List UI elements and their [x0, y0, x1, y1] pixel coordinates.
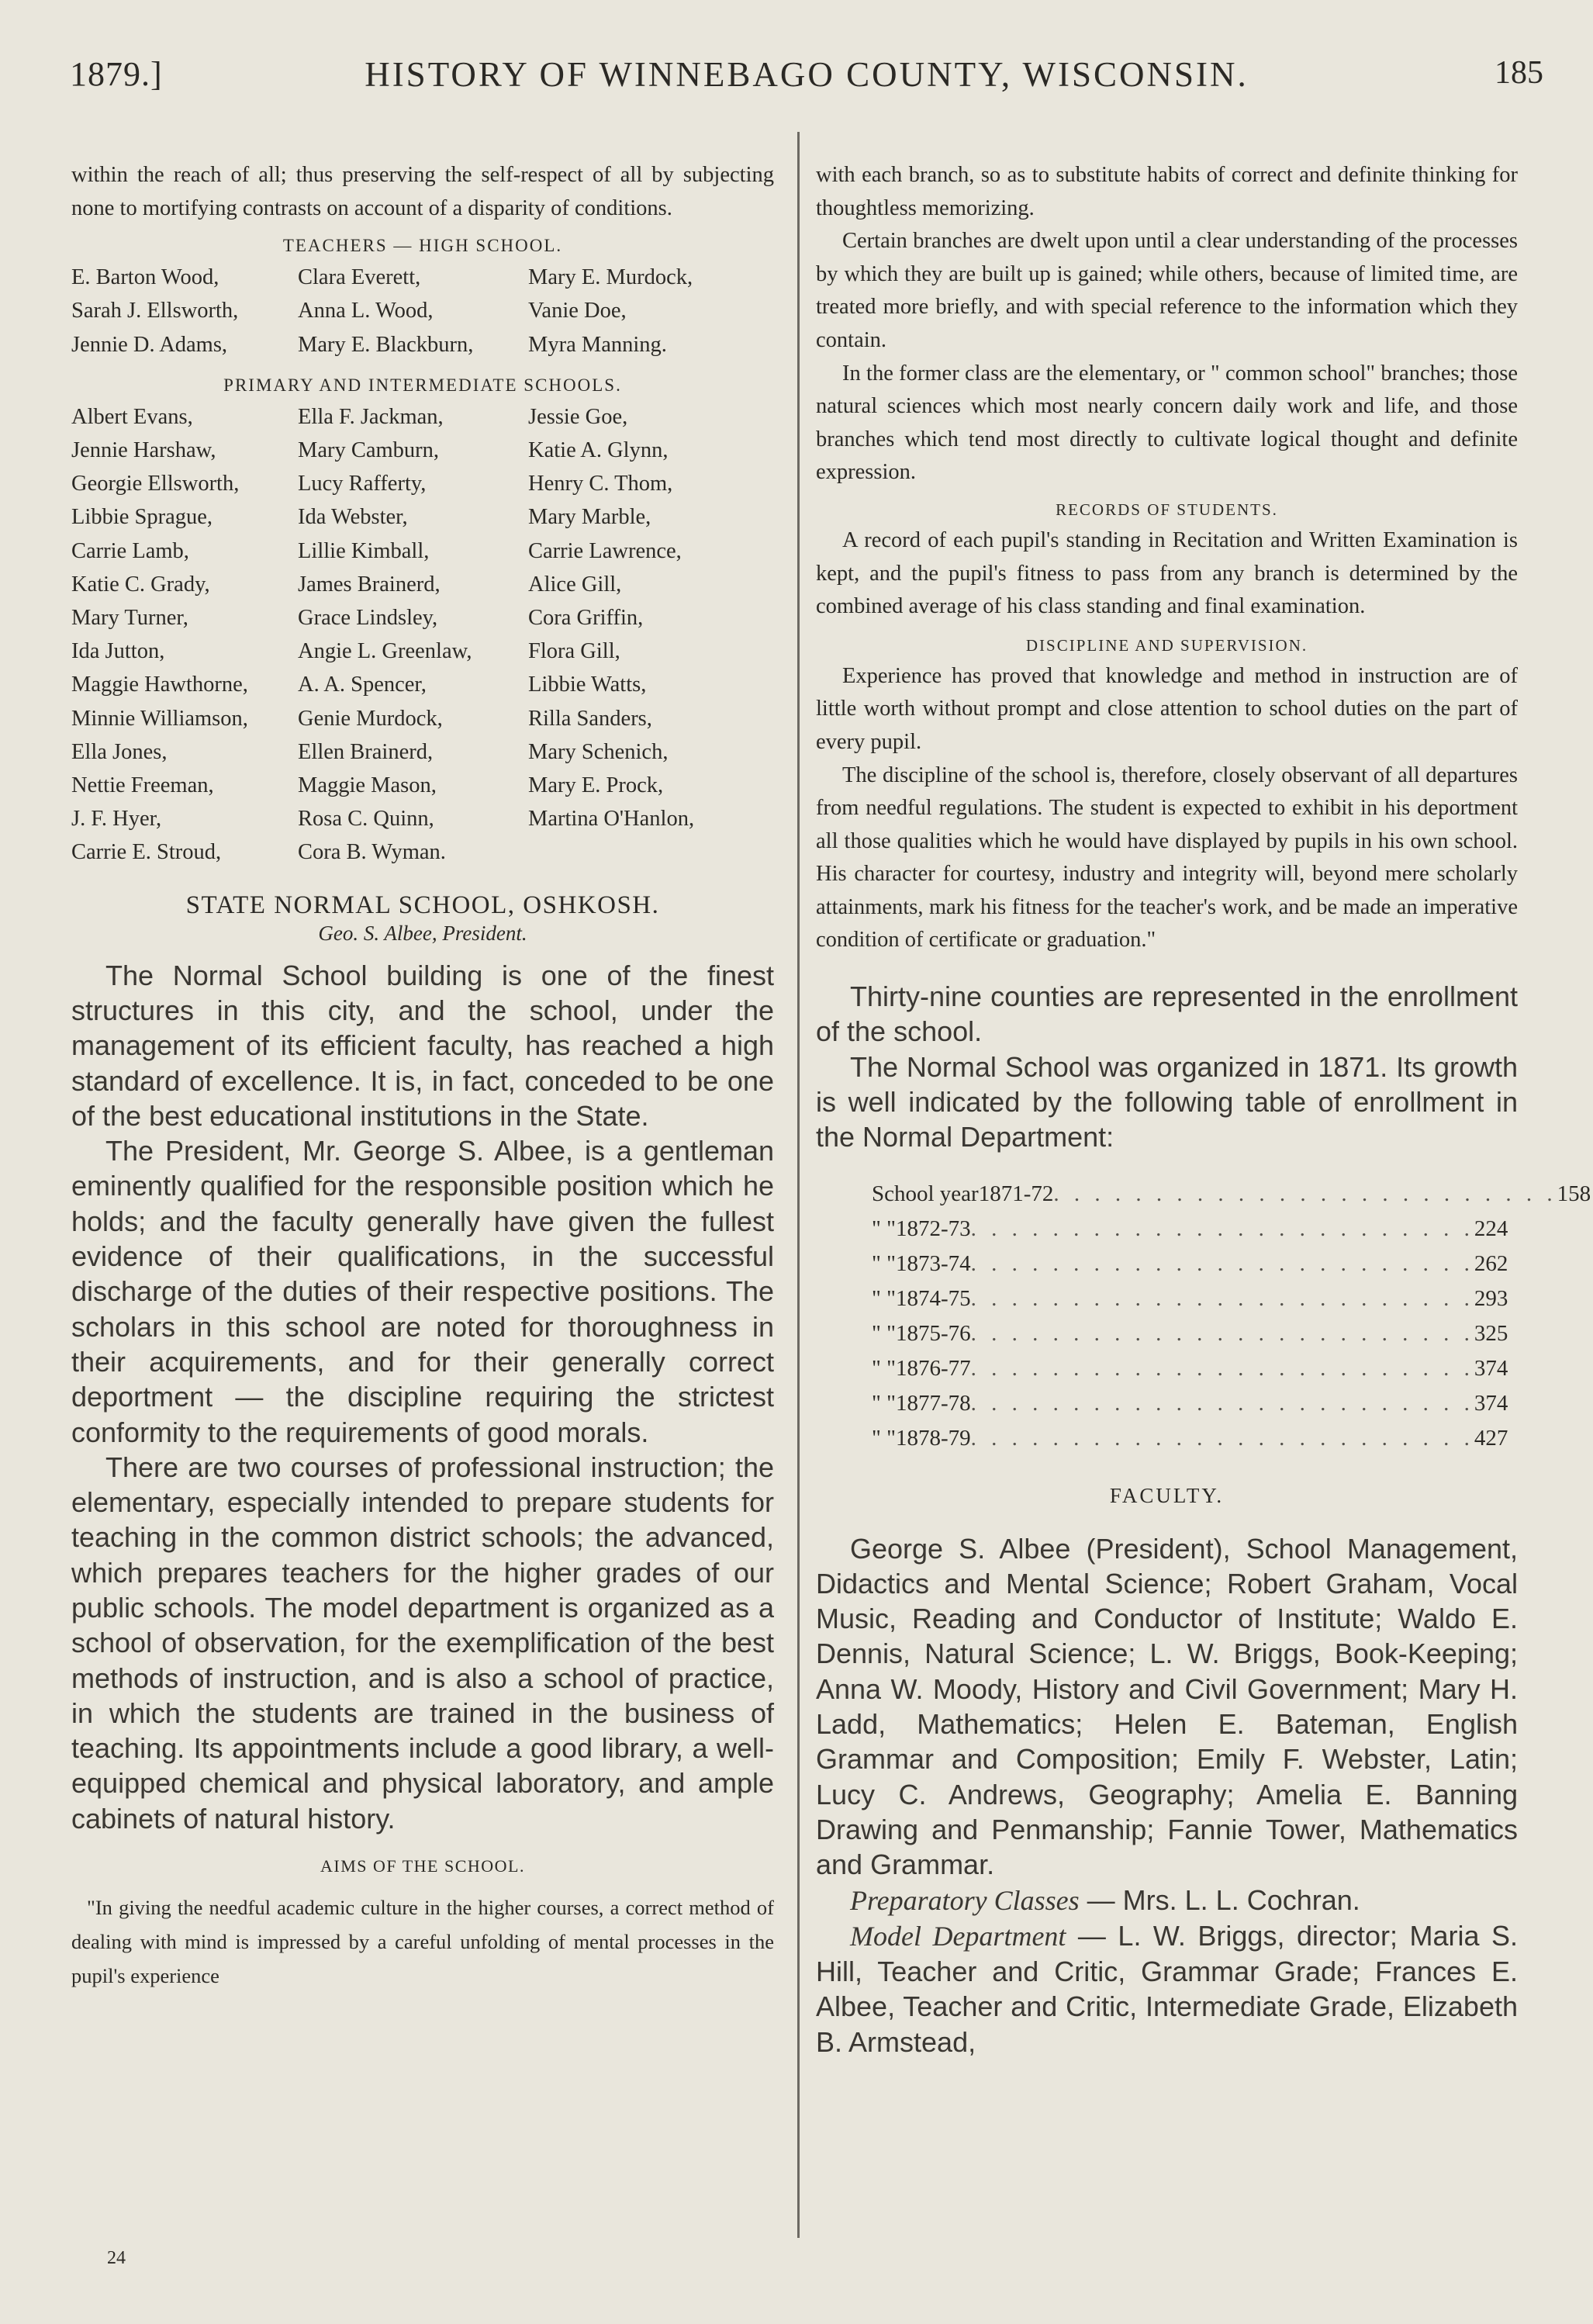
teacher-name: Libbie Sprague, — [71, 505, 213, 530]
leader-dots: . . . . . . . . . . . . . . . . . . . . . . . . . — [970, 1425, 1474, 1451]
normal-school-title: STATE NORMAL SCHOOL, OSHKOSH. — [185, 891, 660, 919]
enrollment-year: 1876-77 — [895, 1355, 971, 1381]
normal-paragraph: There are two courses of professional instruction; the elementary, especially intended to prepare students for teaching in the common district schools; the advanced, which prepares teachers for the higher grades of our public schools. The model department is organized as a school of observation, for the exemplification of the best methods of instruction, and is also a school of practice, in which the students are trained in the business of teaching. Its appointments include a good library, a well-equipped chemical and physical laboratory, and ample cabinets of natural history. — [71, 1451, 774, 1835]
teacher-name: Lillie Kimball, — [298, 538, 430, 563]
teacher-name: Henry C. Thom, — [528, 472, 673, 496]
enrollment-year: 1875-76 — [895, 1320, 971, 1346]
records-heading: RECORDS OF STUDENTS. — [1056, 500, 1278, 519]
enrollment-count: 374 — [1474, 1390, 1508, 1416]
organized-paragraph: The Normal School was organized in 1871. Its growth is well indicated by the following table of enrollment in the Normal Department: — [816, 1050, 1518, 1153]
teacher-name: Vanie Doe, — [528, 299, 627, 323]
leader-dots: . . . . . . . . . . . . . . . . . . . . . . . . . — [1053, 1181, 1557, 1206]
teacher-name: Katie A. Glynn, — [528, 438, 669, 462]
records-paragraph: A record of each pupil's standing in Recitation and Written Examination is kept, and the pupil's fitness to pass from any branch is determined by the combined average of his class standing and final examination. — [816, 527, 1518, 619]
teacher-name: Maggie Hawthorne, — [71, 673, 248, 697]
teacher-name: Mary Turner, — [71, 606, 188, 631]
enrollment-year: 1874-75 — [895, 1285, 971, 1311]
enrollment-table — [872, 1177, 1591, 1456]
enrollment-count: 224 — [1474, 1216, 1508, 1241]
signature-mark: 24 — [107, 2248, 126, 2268]
teacher-name: James Brainerd, — [298, 572, 441, 597]
enrollment-count: 374 — [1474, 1355, 1508, 1381]
discipline-paragraph-1: Experience has proved that knowledge and method in instruction are of little worth without prompt and close attention to school duties on the part of every pupil. — [816, 663, 1518, 754]
running-header — [70, 54, 1543, 109]
teacher-name: Rosa C. Quinn, — [298, 807, 434, 832]
column-divider — [797, 132, 800, 2238]
teacher-name: Mary Camburn, — [298, 438, 440, 462]
right-column — [816, 159, 1591, 2059]
enrollment-year: 1873-74 — [895, 1250, 971, 1276]
enrollment-year: 1877-78 — [895, 1390, 971, 1416]
teacher-name: Carrie Lamb, — [71, 538, 189, 563]
aims-heading: AIMS OF THE SCHOOL. — [320, 1856, 525, 1876]
counties-paragraph: Thirty-nine counties are represented in the enrollment of the school. — [816, 980, 1518, 1048]
teacher-name: Ella Jones, — [71, 739, 168, 764]
teacher-name: Mary E. Murdock, — [528, 265, 693, 290]
normal-school-text — [71, 958, 774, 1836]
teacher-name: Cora Griffin, — [528, 606, 644, 631]
teacher-name: Anna L. Wood, — [298, 299, 434, 323]
enrollment-row — [872, 1247, 1508, 1281]
teacher-name: Cora B. Wyman. — [298, 840, 446, 865]
enrollment-row — [872, 1351, 1508, 1386]
enrollment-row — [872, 1177, 1591, 1212]
model-department-label: Model Department — [850, 1920, 1066, 1952]
teacher-name: Genie Murdock, — [298, 706, 443, 731]
enrollment-row — [872, 1281, 1508, 1316]
normal-paragraph: The President, Mr. George S. Albee, is a gentleman eminently qualified for the responsible position which he holds; and the faculty generally have given the fullest evidence of their qualifications, in the successful discharge of the duties of their respective positions. The scholars in this school are noted for thoroughness in their acquirements, and for their generally correct deportment — the discipline requiring the strictest conformity to the requirements of good morals. — [71, 1135, 774, 1448]
aims-continued: with each branch, so as to substitute habits of correct and definite thinking for thoughtless memorizing. — [816, 163, 1518, 220]
enrollment-count: 158 — [1557, 1181, 1591, 1206]
teacher-name: Libbie Watts, — [528, 673, 647, 697]
teacher-name: Rilla Sanders, — [528, 706, 652, 731]
teacher-name: Mary Marble, — [528, 505, 651, 530]
enrollment-count: 427 — [1474, 1425, 1508, 1451]
high-school-heading: TEACHERS — HIGH SCHOOL. — [282, 236, 563, 256]
model-department-text: — L. W. Briggs, director; Maria S. Hill, Teacher and Critic, Grammar Grade; Frances E. Albee, Teacher and Critic, Intermediate Grade, Elizabeth B. Armstead, — [816, 1919, 1519, 2058]
teacher-name: Mary Schenich, — [528, 739, 669, 764]
enrollment-label: " " — [872, 1425, 896, 1451]
teacher-name: Carrie Lawrence, — [528, 538, 682, 563]
teacher-name: Mary E. Prock, — [528, 773, 664, 798]
normal-school-president: Geo. S. Albee, President. — [318, 921, 527, 945]
leader-dots: . . . . . . . . . . . . . . . . . . . . . . . . . — [970, 1250, 1474, 1276]
enrollment-row — [872, 1316, 1508, 1351]
enrollment-row — [872, 1212, 1508, 1247]
teacher-name: Minnie Williamson, — [71, 706, 248, 731]
preparatory-text: — Mrs. L. L. Cochran. — [1079, 1883, 1360, 1916]
enrollment-label: " " — [872, 1355, 896, 1381]
teacher-name — [528, 835, 774, 869]
primary-schools-heading: PRIMARY AND INTERMEDIATE SCHOOLS. — [223, 375, 622, 395]
faculty-paragraph: George S. Albee (President), School Management, Didactics and Mental Science; Robert Graham, Vocal Music, Reading and Conductor of Institute; Waldo E. Dennis, Natural Science; L. W. Briggs, Book-Keeping; Anna W. Moody, History and Civil Government; Mary H. Ladd, Mathematics; Helen E. Bateman, English Grammar and Composition; Emily F. Webster, Latin; Lucy C. Andrews, Geography; Amelia E. Banning Drawing and Penmanship; Fannie Tower, Mathematics and Grammar. — [816, 1532, 1518, 1881]
discipline-heading: DISCIPLINE AND SUPERVISION. — [1025, 635, 1308, 655]
teacher-name: Martina O'Hanlon, — [528, 807, 695, 832]
high-school-teacher-list — [71, 261, 774, 361]
discipline-paragraph-2: The discipline of the school is, therefore, closely observant of all departures from needful regulations. The student is expected to exhibit in his deportment all those qualities which he would have displayed by pupils in his own school. His character for courtesy, industry and integrity will, beyond mere scholarly attainments, mark his fitness for the teacher's work, and be made an imperative condition of certificate or graduation." — [816, 763, 1518, 953]
enrollment-label: " " — [872, 1320, 896, 1346]
teacher-name: Angie L. Greenlaw, — [298, 639, 472, 664]
header-title: HISTORY OF WINNEBAGO COUNTY, WISCONSIN. — [365, 55, 1249, 94]
teacher-name: J. F. Hyer, — [71, 807, 162, 832]
teacher-name: Lucy Rafferty, — [298, 472, 427, 496]
aims-paragraph-2: Certain branches are dwelt upon until a clear understanding of the processes by which they are built up is gained; while others, because of limited time, are treated more briefly, and with special reference to the information which they contain. — [816, 229, 1518, 352]
teacher-name: Jennie Harshaw, — [71, 438, 216, 462]
enrollment-label: " " — [872, 1390, 896, 1416]
teacher-name: Ella F. Jackman, — [298, 404, 444, 429]
enrollment-count: 325 — [1474, 1320, 1508, 1346]
left-column — [71, 159, 774, 1993]
leader-dots: . . . . . . . . . . . . . . . . . . . . . . . . . — [970, 1390, 1474, 1416]
enrollment-year: 1871-72 — [978, 1181, 1054, 1206]
normal-paragraph: The Normal School building is one of the finest structures in this city, and the school, under the management of its efficient faculty, has reached a high standard of excellence. It is, in fact, conceded to be one of the best educational institutions in the State. — [71, 959, 774, 1132]
teacher-name: Alice Gill, — [528, 572, 622, 597]
teacher-name: Grace Lindsley, — [298, 606, 438, 631]
teacher-name: Georgie Ellsworth, — [71, 472, 240, 496]
aims-paragraph-3: In the former class are the elementary, or " common school" branches; those natural sciences which most nearly concern daily work and life, and those branches which tend most directly to cultivate logical thought and definite expression. — [816, 361, 1518, 485]
teacher-name: Ida Jutton, — [71, 639, 165, 664]
teacher-name: Jessie Goe, — [528, 404, 628, 429]
enrollment-count: 293 — [1474, 1285, 1508, 1311]
leader-dots: . . . . . . . . . . . . . . . . . . . . . . . . . — [970, 1216, 1474, 1241]
enrollment-row — [872, 1421, 1508, 1456]
aims-paragraph: "In giving the needful academic culture in the higher courses, a correct method of dealing with mind is impressed by a careful unfolding of mental processes in the pupil's experience — [71, 1896, 774, 1988]
teacher-name: Maggie Mason, — [298, 773, 437, 798]
leader-dots: . . . . . . . . . . . . . . . . . . . . . . . . . — [970, 1320, 1474, 1346]
teacher-name: Nettie Freeman, — [71, 773, 214, 798]
page-number: 185 — [1495, 55, 1543, 91]
enrollment-label: School year — [872, 1181, 979, 1206]
preparatory-paragraph — [816, 1883, 1518, 1918]
leader-dots: . . . . . . . . . . . . . . . . . . . . . . . . . — [970, 1285, 1474, 1311]
model-department-paragraph — [816, 1918, 1518, 2059]
header-year: 1879.] — [70, 55, 163, 93]
enrollment-count: 262 — [1474, 1250, 1508, 1276]
teacher-name: Clara Everett, — [298, 265, 421, 290]
enrollment-label: " " — [872, 1250, 896, 1276]
faculty-heading: FACULTY. — [1109, 1483, 1225, 1507]
preparatory-label: Preparatory Classes — [850, 1884, 1080, 1916]
intro-paragraph: within the reach of all; thus preserving the self-respect of all by subjecting none to mortifying contrasts on account of a disparity of conditions. — [71, 163, 774, 220]
enrollment-row — [872, 1386, 1508, 1421]
teacher-name: Mary E. Blackburn, — [298, 332, 474, 357]
enrollment-year: 1878-79 — [895, 1425, 971, 1451]
primary-teacher-list — [71, 400, 774, 870]
enrollment-label: " " — [872, 1285, 896, 1311]
teacher-name: Albert Evans, — [71, 404, 193, 429]
teacher-name: E. Barton Wood, — [71, 265, 219, 290]
teacher-name: Ida Webster, — [298, 505, 408, 530]
enrollment-label: " " — [872, 1216, 896, 1241]
teacher-name: Jennie D. Adams, — [71, 332, 228, 357]
teacher-name: Carrie E. Stroud, — [71, 840, 222, 865]
teacher-name: A. A. Spencer, — [298, 673, 427, 697]
teacher-name: Flora Gill, — [528, 639, 620, 664]
enrollment-year: 1872-73 — [895, 1216, 971, 1241]
teacher-name: Sarah J. Ellsworth, — [71, 299, 239, 323]
leader-dots: . . . . . . . . . . . . . . . . . . . . . . . . . — [970, 1355, 1474, 1381]
teacher-name: Ellen Brainerd, — [298, 739, 434, 764]
teacher-name: Myra Manning. — [528, 332, 667, 357]
teacher-name: Katie C. Grady, — [71, 572, 210, 597]
